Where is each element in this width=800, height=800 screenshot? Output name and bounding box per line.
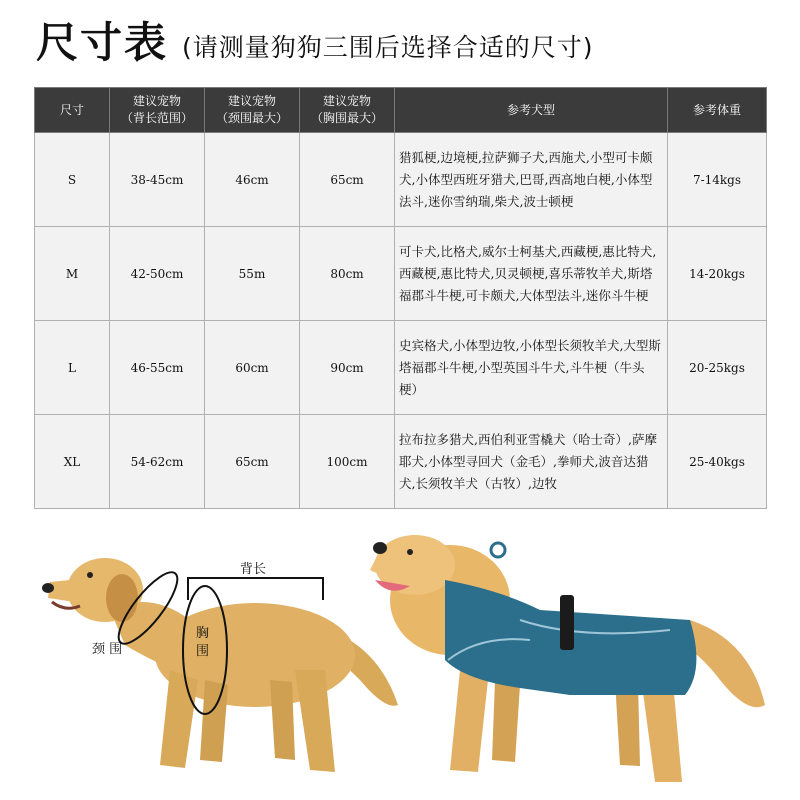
cell-weight: 25-40kgs <box>668 415 767 509</box>
size-table <box>34 87 767 509</box>
cell-chest: 65cm <box>300 133 395 227</box>
header-breeds: 参考犬型 <box>395 88 668 133</box>
cell-breeds: 可卡犬,比格犬,威尔士柯基犬,西藏梗,惠比特犬,西藏梗,惠比特犬,贝灵顿梗,喜乐蒂牧羊犬,斯塔福郡斗牛梗,可卡颇犬,大体型法斗,迷你斗牛梗 <box>395 227 668 321</box>
table-row <box>35 321 767 415</box>
cell-back: 54-62cm <box>110 415 205 509</box>
cell-chest: 90cm <box>300 321 395 415</box>
measured-dog-image <box>0 520 420 800</box>
cell-neck: 46cm <box>205 133 300 227</box>
cell-neck: 55m <box>205 227 300 321</box>
cell-weight: 14-20kgs <box>668 227 767 321</box>
header-size: 尺寸 <box>35 88 110 133</box>
cell-size: M <box>35 227 110 321</box>
back-length-label: 背长 <box>240 562 267 577</box>
cell-breeds: 猎狐梗,边境梗,拉萨狮子犬,西施犬,小型可卡颇犬,小体型西班牙猎犬,巴哥,西高地白梗,小体型法斗,迷你雪纳瑞,柴犬,波士顿梗 <box>395 133 668 227</box>
dog-in-coat-image <box>370 520 790 800</box>
table-row <box>35 227 767 321</box>
page-subtitle: (请测量狗狗三围后选择合适的尺寸) <box>182 33 594 62</box>
title-row <box>36 18 594 68</box>
page-title: 尺寸表 <box>36 18 169 67</box>
cell-breeds: 史宾格犬,小体型边牧,小体型长须牧羊犬,大型斯塔福郡斗牛梗,小型英国斗牛犬,斗牛梗（牛头梗） <box>395 321 668 415</box>
header-neck: 建议宠物 （颈围最大） <box>205 88 300 133</box>
table-row <box>35 133 767 227</box>
cell-size: XL <box>35 415 110 509</box>
table-row <box>35 415 767 509</box>
neck-label: 颈 围 <box>92 642 123 657</box>
cell-neck: 60cm <box>205 321 300 415</box>
cell-back: 38-45cm <box>110 133 205 227</box>
cell-chest: 100cm <box>300 415 395 509</box>
cell-weight: 20-25kgs <box>668 321 767 415</box>
cell-size: S <box>35 133 110 227</box>
cell-chest: 80cm <box>300 227 395 321</box>
header-back-length: 建议宠物 （背长范围） <box>110 88 205 133</box>
cell-back: 46-55cm <box>110 321 205 415</box>
cell-weight: 7-14kgs <box>668 133 767 227</box>
chest-label: 胸 围 <box>196 626 210 659</box>
table-header-row <box>35 88 767 133</box>
dog-illustrations <box>0 520 800 800</box>
header-chest: 建议宠物 （胸围最大） <box>300 88 395 133</box>
cell-neck: 65cm <box>205 415 300 509</box>
header-weight: 参考体重 <box>668 88 767 133</box>
cell-size: L <box>35 321 110 415</box>
cell-breeds: 拉布拉多猎犬,西伯利亚雪橇犬（哈士奇）,萨摩耶犬,小体型寻回犬（金毛）,拳师犬,波音达猎犬,长须牧羊犬（古牧）,边牧 <box>395 415 668 509</box>
cell-back: 42-50cm <box>110 227 205 321</box>
